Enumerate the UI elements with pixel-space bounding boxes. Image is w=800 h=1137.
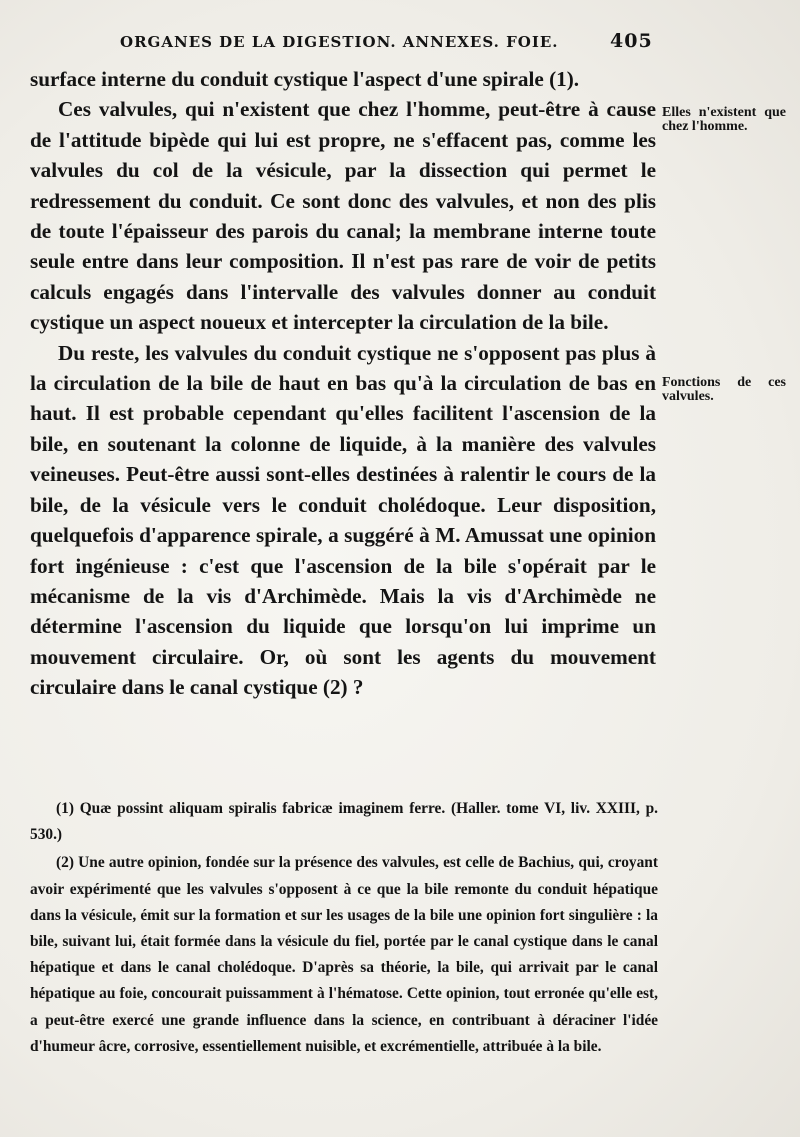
margin-note-fonctions: Fonctions de ces valvules. bbox=[662, 375, 786, 404]
footnote-2: (2) Une autre opinion, fondée sur la présence des valvules, est celle de Bachius, qui, croyant avoir expérimenté que les valvules s'opposent à ce que la bile remonte du conduit hépatique dans la vésicule, émit sur la formation et sur les usages de la bile une opinion fort singulière : la bile, suivant lui, était formée dans la vésicule du fiel, portée par le canal cystique dans le canal hépatique et dans le canal cholédoque. D'après sa théorie, la bile, qui arrivait par le canal hépatique au foie, concourait puissamment à l'hématose. Cette opinion, tout erronée qu'elle est, a peut-être exercé une grande influence dans la science, en contribuant à déraciner l'idée d'humeur âcre, corrosive, essentiellement nuisible, et excrémentielle, attribuée à la bile. bbox=[30, 854, 658, 1055]
main-text bbox=[30, 64, 656, 703]
footnotes bbox=[30, 796, 658, 1060]
paragraph-valvules: Ces valvules, qui n'existent que chez l'homme, peut-être à cause de l'attitude bipède qui lui est propre, ne s'effacent pas, comme les valvules du col de la vésicule, par la dissection qui permet le redressement du conduit. Ce sont donc des valvules, et non des plis de toute l'épaisseur des parois du canal; la membrane interne toute seule entre dans leur composition. Il n'est pas rare de voir de petits calculs engagés dans l'intervalle des valvules donner au conduit cystique un aspect noueux et intercepter la circulation de la bile. bbox=[30, 97, 656, 335]
footnote-1: (1) Quæ possint aliquam spiralis fabricæ imaginem ferre. (Haller. tome VI, liv. XXIII, p. 530.) bbox=[30, 800, 658, 844]
paragraph-continuation: surface interne du conduit cystique l'aspect d'une spirale (1). bbox=[30, 67, 580, 91]
paragraph-fonctions: Du reste, les valvules du conduit cystique ne s'opposent pas plus à la circulation de la bile de haut en bas qu'à la circulation de bas en haut. Il est probable cependant qu'elles facilitent l'ascension de la bile, en soutenant la colonne de liquide, à la manière des valvules veineuses. Peut-être aussi sont-elles destinées à ralentir le cours de la bile, de la vésicule vers le conduit cholédoque. Leur disposition, quelquefois d'apparence spirale, a suggéré à M. Amussat une opinion fort ingénieuse : c'est que l'ascension de la bile s'opérait par le mécanisme de la vis d'Archimède. Mais la vis d'Archimède ne détermine l'ascension du liquide que lorsqu'on lui imprime un mouvement circulaire. Or, où sont les agents du mouvement circulaire dans le canal cystique (2) ? bbox=[30, 340, 656, 700]
page-number: 405 bbox=[610, 30, 653, 52]
running-head-title: ORGANES DE LA DIGESTION. ANNEXES. FOIE. bbox=[120, 33, 559, 51]
margin-note-homme: Elles n'existent que chez l'homme. bbox=[662, 105, 786, 134]
